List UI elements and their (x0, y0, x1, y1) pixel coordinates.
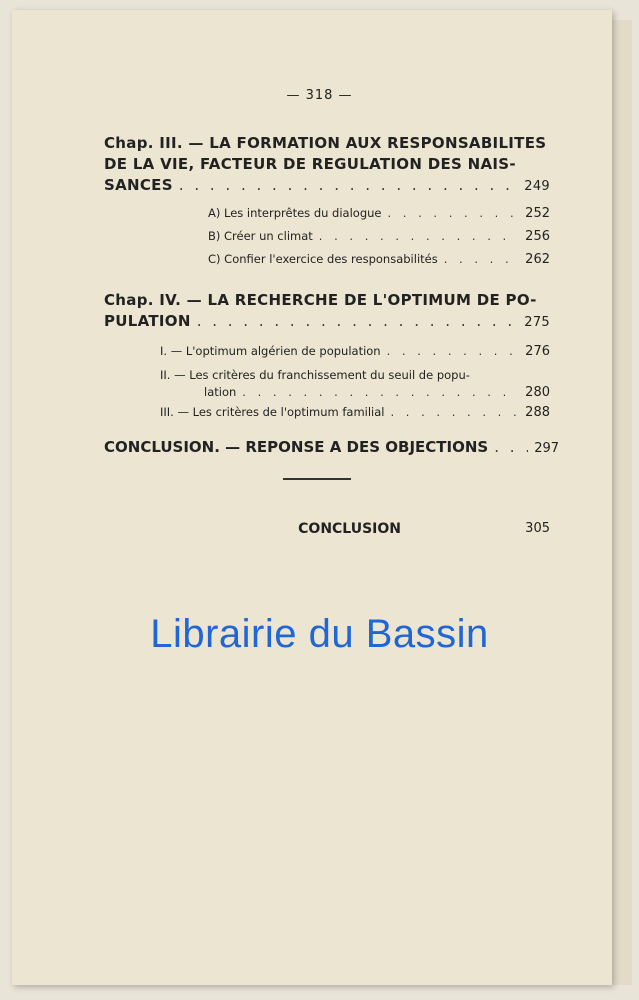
conclusion-page: 305 (525, 521, 550, 536)
chapter-3-heading (104, 133, 550, 197)
toc-entry-continuation (160, 384, 550, 401)
toc-entry-label: C) Confier l'exercice des responsabilités (208, 252, 438, 266)
toc-entry (160, 367, 550, 405)
chapter-4-line1: Chap. IV. — LA RECHERCHE DE L'OPTIMUM DE PO- (104, 291, 537, 309)
chapter-3-line2: DE LA VIE, FACTEUR DE REGULATION DES NAIS- (104, 155, 516, 173)
leader-dots (319, 229, 518, 243)
chapter-3-page: 249 (524, 179, 550, 194)
chapter-3-line3 (104, 175, 550, 197)
leader-dots (242, 384, 518, 401)
page-number: — 318 — (286, 88, 353, 103)
leader-dots (391, 405, 519, 419)
toc-entry-label: A) Les interprêtes du dialogue (208, 206, 382, 220)
conclusion-entry (104, 521, 550, 537)
chapter-3-line1: Chap. III. — LA FORMATION AUX RESPONSABILITES (104, 134, 547, 152)
chapter-4-sections (160, 344, 550, 428)
chapter-4-page: 275 (524, 315, 550, 330)
chapter-4-line2-text: PULATION (104, 312, 191, 330)
conclusion-objections-label: CONCLUSION. — REPONSE A DES OBJECTIONS (104, 438, 489, 456)
chapter-4-heading (104, 290, 550, 333)
toc-entry-page: 276 (525, 344, 550, 359)
conclusion-objections-page: 297 (534, 441, 560, 456)
toc-entry-page: 256 (525, 229, 550, 244)
toc-entry-label: B) Créer un climat (208, 229, 313, 243)
toc-entry-label: III. — Les critères de l'optimum familial (160, 405, 385, 419)
chapter-3-sections (208, 206, 550, 275)
leader-dots (197, 311, 519, 332)
conclusion-label: CONCLUSION (298, 521, 402, 537)
toc-entry-label: I. — L'optimum algérien de population (160, 344, 381, 358)
leader-dots (387, 344, 518, 358)
toc-entry-page: 288 (525, 405, 550, 420)
toc-entry (208, 206, 550, 229)
toc-entry (160, 405, 550, 428)
toc-entry-label-continued: lation (204, 385, 237, 399)
toc-entry (160, 344, 550, 367)
toc-entry-page: 252 (525, 206, 550, 221)
leader-dots (444, 252, 518, 266)
leader-dots (388, 206, 519, 220)
toc-entry (208, 229, 550, 252)
chapter-3-line3-text: SANCES (104, 176, 173, 194)
chapter-4-line2 (104, 311, 550, 333)
watermark: Librairie du Bassin (150, 612, 489, 656)
leader-dots (179, 175, 518, 196)
separator-rule (283, 478, 351, 480)
toc-entry-page: 280 (525, 385, 550, 400)
toc-entry-page: 262 (525, 252, 550, 267)
toc-entry-label: II. — Les critères du franchissement du seuil de popu- (160, 368, 470, 382)
page-edge (612, 20, 632, 985)
leader-dots (494, 438, 528, 456)
conclusion-objections-entry (104, 438, 560, 456)
toc-entry (208, 252, 550, 275)
